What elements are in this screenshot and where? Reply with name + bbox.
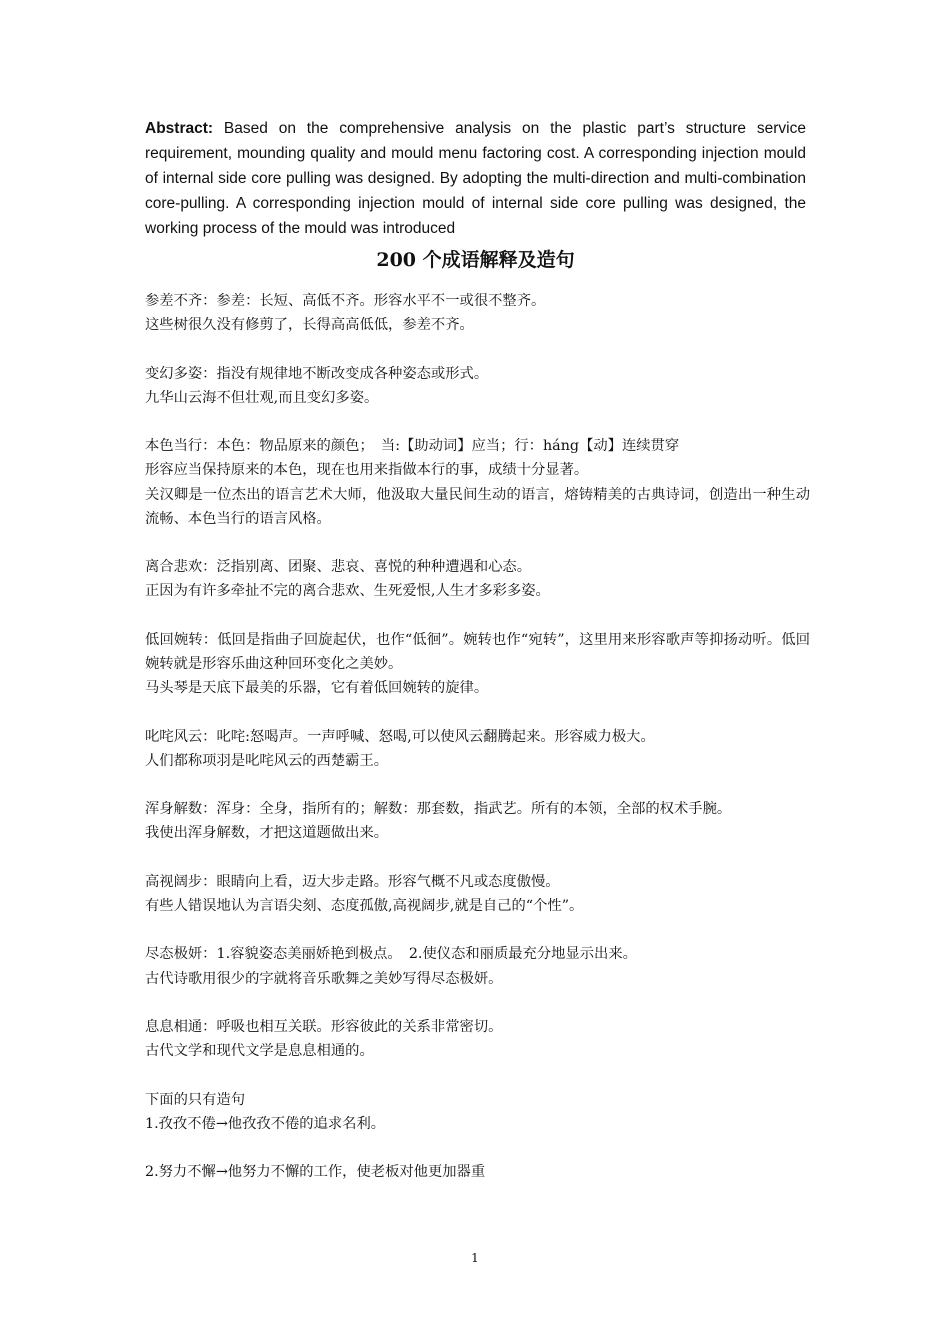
sentence-section <box>145 1088 810 1136</box>
idiom-example: 关汉卿是一位杰出的语言艺术大师，他汲取大量民间生动的语言，熔铸精美的古典诗词，创造出一种生动流畅、本色当行的语言风格。 <box>145 486 810 527</box>
idiom-entry <box>145 797 810 845</box>
idiom-entry <box>145 870 810 918</box>
document-title: 200 个成语解释及造句 <box>376 249 575 271</box>
idiom-entry <box>145 942 810 990</box>
idiom-definition: 低回婉转：低回是指曲子回旋起伏，也作“低徊”。婉转也作“宛转”，这里用来形容歌声等抑扬动听。低回婉转就是形容乐曲这种回环变化之美妙。 <box>145 631 810 672</box>
idiom-entry <box>145 362 810 410</box>
idiom-example: 马头琴是天底下最美的乐器，它有着低回婉转的旋律。 <box>145 680 489 697</box>
idiom-example: 我使出浑身解数，才把这道题做出来。 <box>145 825 389 842</box>
idiom-definition: 叱咤风云：叱咤:怒喝声。一声呼喊、怒喝,可以使风云翻腾起来。形容威力极大。 <box>145 728 655 745</box>
idiom-entry <box>145 1015 810 1063</box>
idiom-example: 这些树很久没有修剪了，长得高高低低，参差不齐。 <box>145 317 474 334</box>
idiom-definition: 浑身解数：浑身：全身，指所有的；解数：那套数，指武艺。所有的本领，全部的权术手腕。 <box>145 801 732 818</box>
idiom-definition: 高视阔步：眼睛向上看，迈大步走路。形容气概不凡或态度傲慢。 <box>145 873 560 890</box>
page-number: 1 <box>471 1251 479 1265</box>
idiom-example: 有些人错误地认为言语尖刻、态度孤傲,高视阔步,就是自己的“个性”。 <box>145 897 584 914</box>
idiom-example: 正因为有许多牵扯不完的离合悲欢、生死爱恨,人生才多彩多姿。 <box>145 583 550 600</box>
idiom-entry <box>145 555 810 603</box>
idiom-definition: 变幻多姿：指没有规律地不断改变成各种姿态或形式。 <box>145 365 489 382</box>
idiom-definition: 尽态极妍：1.容貌姿态美丽娇艳到极点。 2.使仪态和丽质最充分地显示出来。 <box>145 946 637 963</box>
idiom-entry <box>145 725 810 773</box>
abstract-label: Abstract: <box>145 120 214 137</box>
abstract-text: Based on the comprehensive analysis on the plastic part’s structure service requirement, mounding quality and mould menu factoring cost. A corresponding injection mould of internal side core pulling was designed. By adopting the multi-direction and multi-combination core-pulling. A corresponding injection mould of internal side core pulling was designed, the working process of the mould was introduced <box>145 120 806 237</box>
idiom-meaning: 形容应当保持原来的本色，现在也用来指做本行的事，成绩十分显著。 <box>145 462 589 479</box>
idiom-entry <box>145 289 810 337</box>
idiom-example: 古代文学和现代文学是息息相通的。 <box>145 1043 374 1060</box>
sentence-section <box>145 1160 810 1184</box>
idiom-definition: 息息相通：呼吸也相互关联。形容彼此的关系非常密切。 <box>145 1018 503 1035</box>
sentence-item: 2.努力不懈→他努力不懈的工作，使老板对他更加器重 <box>145 1164 486 1181</box>
idiom-entry <box>145 628 810 701</box>
idiom-definition: 参差不齐：参差：长短、高低不齐。形容水平不一或很不整齐。 <box>145 293 546 309</box>
abstract-paragraph <box>145 116 806 241</box>
idiom-list <box>145 289 810 1209</box>
idiom-entry <box>145 434 810 531</box>
idiom-example: 人们都称项羽是叱咤风云的西楚霸王。 <box>145 752 389 769</box>
section-heading: 下面的只有造句 <box>145 1091 246 1108</box>
idiom-example: 古代诗歌用很少的字就将音乐歌舞之美妙写得尽态极妍。 <box>145 970 503 987</box>
sentence-item: 1.孜孜不倦→他孜孜不倦的追求名利。 <box>145 1115 386 1132</box>
idiom-definition: 离合悲欢：泛指别离、团聚、悲哀、喜悦的种种遭遇和心态。 <box>145 559 532 576</box>
idiom-example: 九华山云海不但壮观,而且变幻多姿。 <box>145 389 379 406</box>
idiom-definition: 本色当行：本色：物品原来的颜色； 当:【助动词】应当；行：háng【动】连续贯穿 <box>145 438 680 455</box>
